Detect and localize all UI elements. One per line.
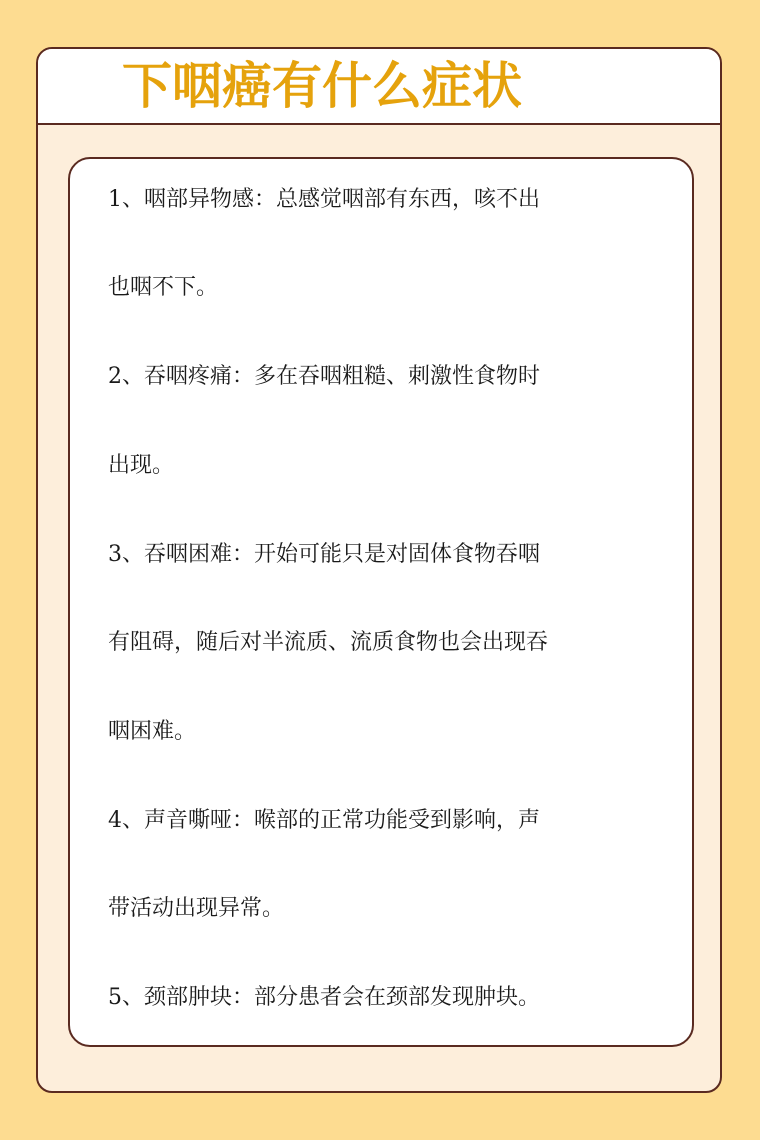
symptom-card [36,47,722,1093]
page-title: 下咽癌有什么症状 [122,57,522,115]
item-text: 出现。 [108,453,175,478]
item-text: 、咽部异物感：总感觉咽部有东西，咳不出 [122,187,541,212]
list-item-1-line-2 [108,273,218,303]
item-text: 带活动出现异常。 [108,896,285,921]
list-item-3-line-2 [108,628,548,658]
list-item-2-line-2 [108,451,174,481]
item-text: 有阻碍，随后对半流质、流质食物也会出现吞 [108,630,549,655]
item-text: 、吞咽困难：开始可能只是对固体食物吞咽 [122,542,541,567]
item-number: 4 [108,808,122,833]
list-item-1-line-1 [108,185,540,215]
item-number: 3 [108,542,122,567]
item-text: 、吞咽疼痛：多在吞咽粗糙、刺激性食物时 [122,364,541,389]
list-item-2-line-1 [108,362,540,392]
item-number: 5 [108,985,122,1010]
content-panel [68,157,694,1047]
list-item-4-line-1 [108,806,540,836]
item-number: 1 [108,187,122,212]
item-text: 、声音嘶哑：喉部的正常功能受到影响，声 [122,808,541,833]
list-item-3-line-3 [108,717,196,747]
list-item-4-line-2 [108,894,284,924]
item-text: 也咽不下。 [108,275,219,300]
list-item-5-line-1 [108,983,540,1013]
list-item-3-line-1 [108,540,540,570]
item-text: 、颈部肿块：部分患者会在颈部发现肿块。 [122,985,541,1010]
item-number: 2 [108,364,122,389]
item-text: 咽困难。 [108,719,197,744]
card-header [38,49,720,125]
